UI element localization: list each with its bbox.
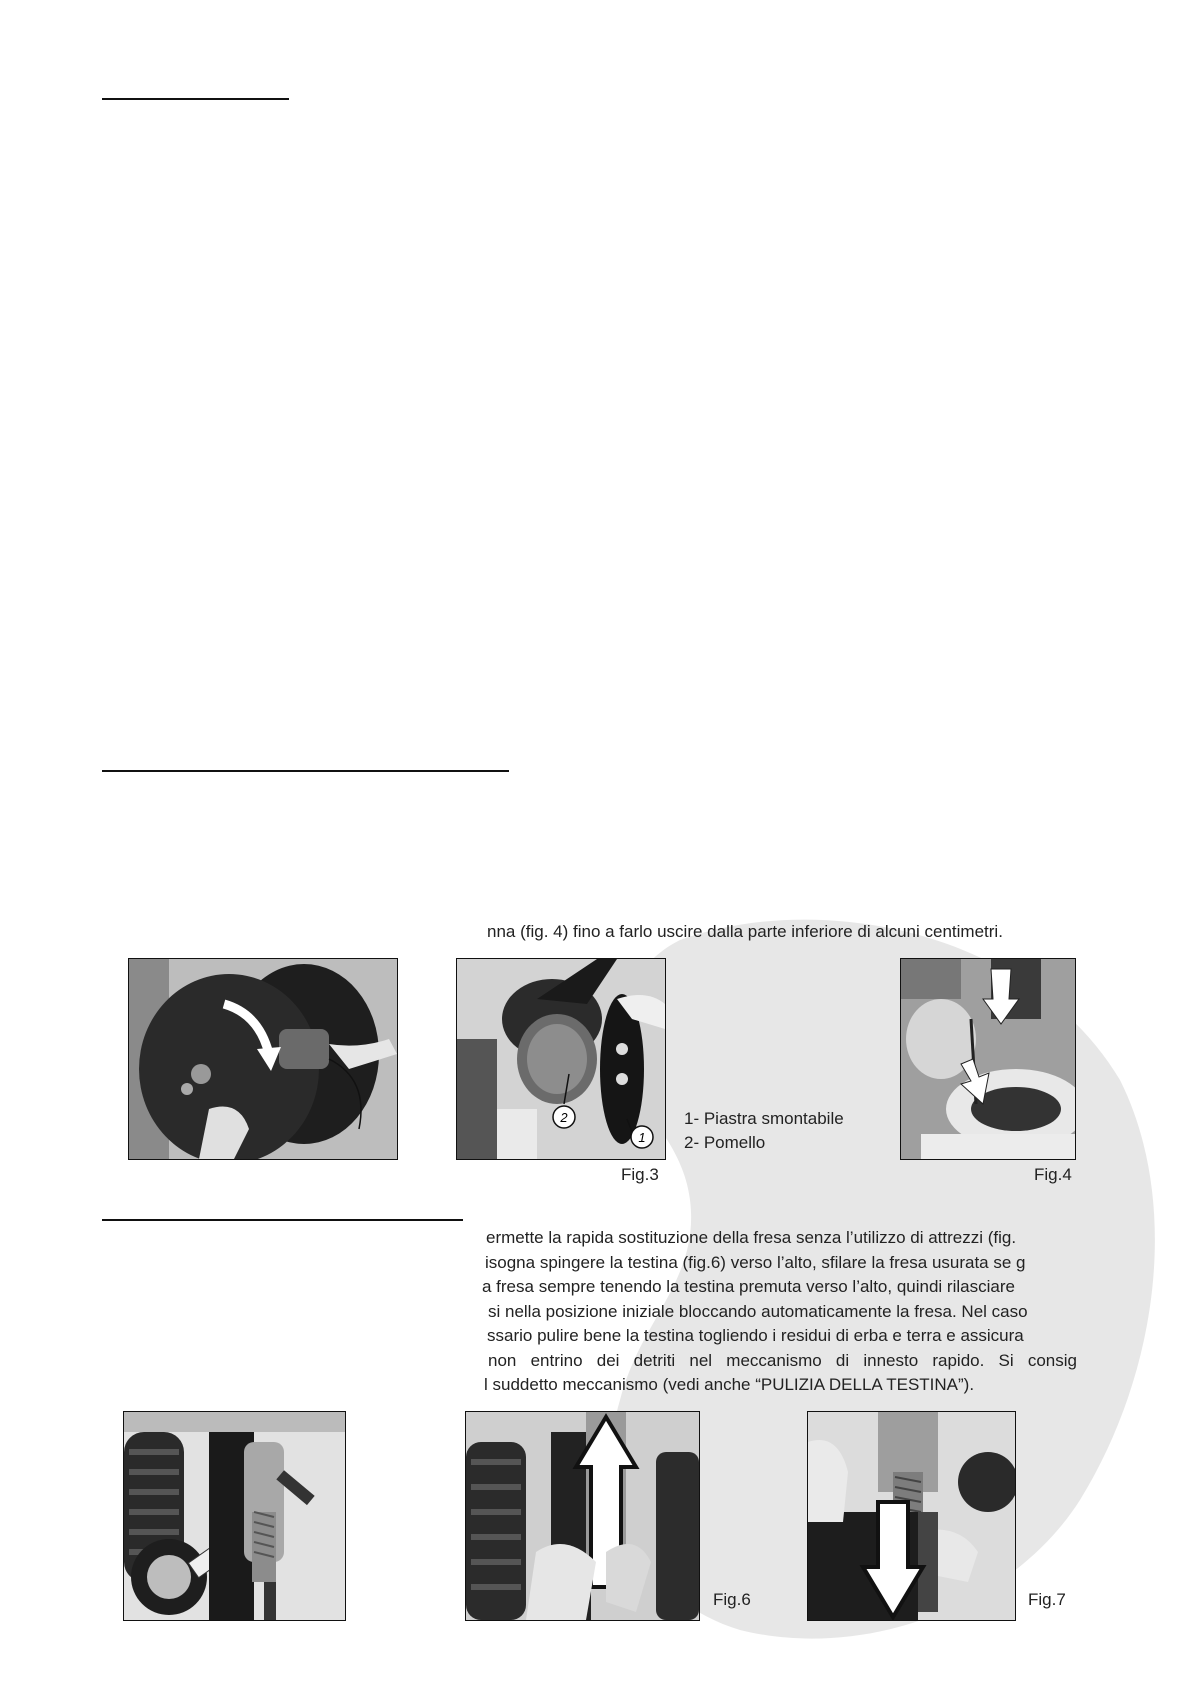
paragraph-line-2: isogna spingere la testina (fig.6) verso l’alto, sfilare la fresa usurata se g <box>485 1252 1026 1272</box>
quick-coupling-paragraph <box>482 1226 1077 1398</box>
caption-fig7: Fig.7 <box>1028 1590 1066 1609</box>
caption-fig4: Fig.4 <box>1034 1165 1072 1184</box>
legend-item-2: 2- Pomello <box>684 1133 766 1152</box>
callout-2: 2 <box>560 1110 568 1125</box>
photo-push-up <box>465 1411 700 1621</box>
paragraph-line-3: a fresa sempre tenendo la testina premuta verso l’alto, quindi rilasciare <box>482 1277 1015 1296</box>
paragraph-line-7: l suddetto meccanismo (vedi anche “PULIZIA DELLA TESTINA”). <box>484 1375 975 1394</box>
callout-1: 1 <box>638 1130 646 1145</box>
heading-rule-3 <box>102 1219 463 1221</box>
photo-head-insertion <box>900 958 1076 1160</box>
legend-item-1: 1- Piastra smontabile <box>684 1109 844 1128</box>
paragraph-line-1: ermette la rapida sostituzione della fresa senza l’utilizzo di attrezzi (fig. <box>486 1228 1017 1247</box>
photo-tiller-wheel <box>123 1411 346 1621</box>
paragraph-line-5: ssario pulire bene la testina togliendo i residui di erba e terra e assicura <box>487 1326 1024 1345</box>
heading-rule-2 <box>102 770 509 772</box>
photo-disc-rotation <box>128 958 398 1160</box>
photo-disassembly <box>456 958 666 1160</box>
caption-fig3: Fig.3 <box>621 1165 659 1184</box>
heading-rule-1 <box>102 98 289 100</box>
caption-fig6: Fig.6 <box>713 1590 751 1609</box>
intro-text: nna (fig. 4) fino a farlo uscire dalla parte inferiore di alcuni centimetri. <box>487 922 1003 941</box>
paragraph-line-6: non entrino dei detriti nel meccanismo di innesto rapido. Si consig <box>488 1350 1077 1370</box>
photo-pull-down <box>807 1411 1016 1621</box>
paragraph-line-4: si nella posizione iniziale bloccando automaticamente la fresa. Nel caso <box>488 1301 1028 1321</box>
